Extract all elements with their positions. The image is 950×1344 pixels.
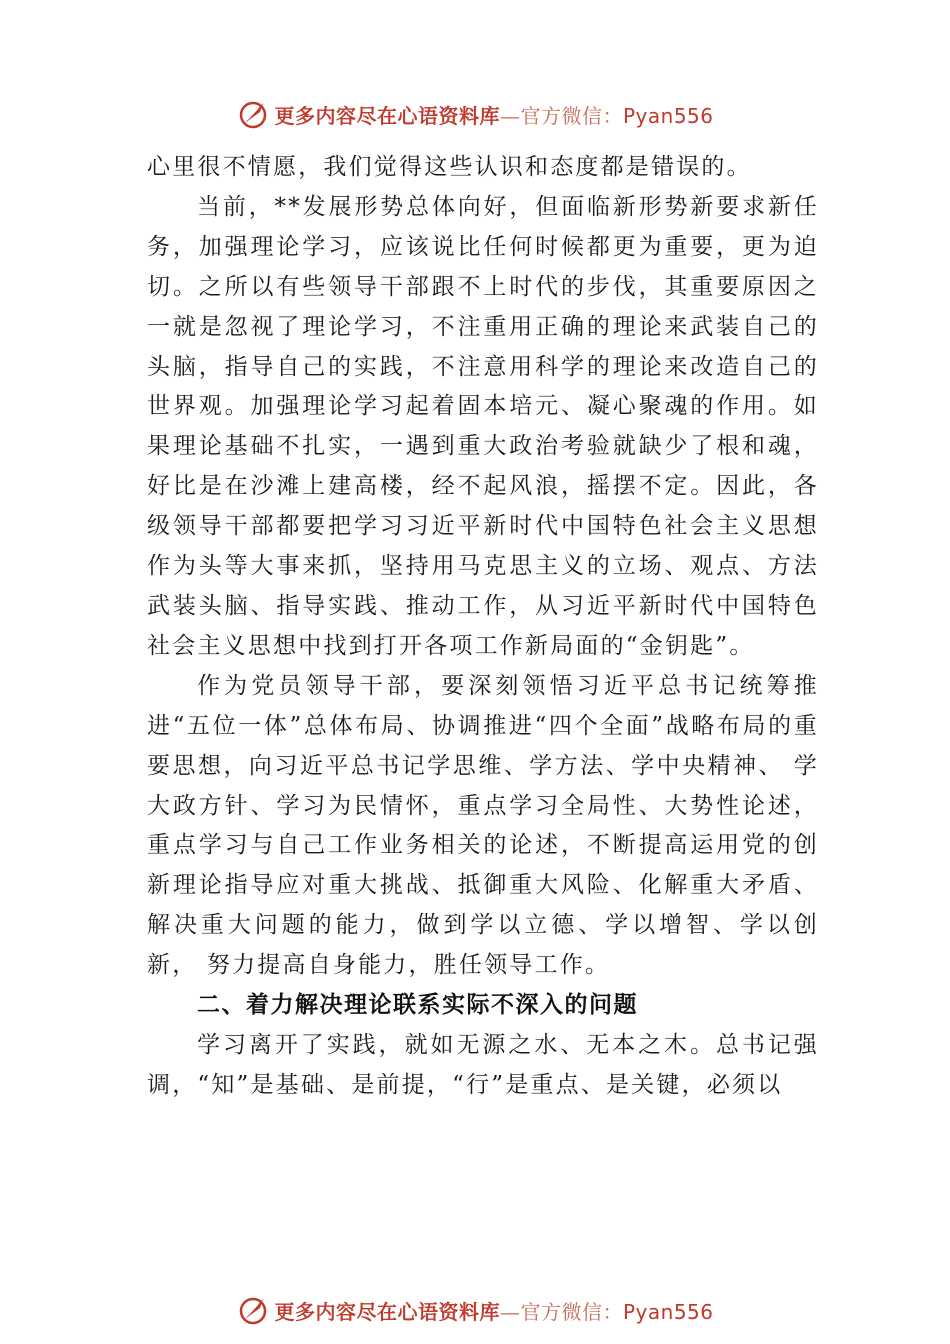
paragraph-1: 心里很不情愿，我们觉得这些认识和态度都是错误的。	[147, 154, 752, 180]
watermark-main-text: 更多内容尽在心语资料库	[274, 1299, 500, 1324]
quill-logo-icon	[236, 1293, 270, 1327]
watermark-main-text: 更多内容尽在心语资料库	[274, 103, 500, 128]
section-heading: 二、着力解决理论联系实际不深入的问题	[197, 992, 638, 1019]
watermark-dash: —	[499, 103, 521, 128]
document-body	[147, 148, 819, 1106]
watermark-wechat-label: 官方微信：	[520, 1299, 623, 1324]
watermark-wechat-id: Pyan556	[622, 103, 714, 128]
paragraph-2: 当前，**发展形势总体向好，但面临新形势新要求新任务，加强理论学习，应该说比任何时候都更为重要，更为迫切。之所以有些领导干部跟不上时代的步伐，其重要原因之一就是忽视了理论学习，不注重用正确的理论来武装自己的头脑，指导自己的实践，不注意用科学的理论来改造自己的世界观。加强理论学习起着固本培元、凝心聚魂的作用。如果理论基础不扎实，一遇到重大政治考验就缺少了根和魂， 好比是在沙滩上建高楼，经不起风浪，摇摆不定。因此，各级领导干部都要把学习习近平新时代中国特色社会主义思想作为头等大事来抓，坚持用马克思主义的立场、观点、方法武装头脑、指导实践、推动工作，从习近平新时代中国特色社会主义思想中找到打开各项工作新局面的“金钥匙”。	[147, 193, 819, 659]
quill-logo-icon	[236, 97, 270, 131]
footer-watermark	[0, 1290, 950, 1330]
watermark-wechat-id: Pyan556	[622, 1299, 714, 1324]
header-watermark	[0, 94, 950, 134]
watermark-wechat-label: 官方微信：	[520, 103, 623, 128]
watermark-dash: —	[499, 1299, 521, 1324]
paragraph-4: 学习离开了实践，就如无源之水、无本之木。总书记强调，“知”是基础、是前提，“行”是重点、是关键，必须以	[147, 1031, 819, 1098]
paragraph-3: 作为党员领导干部，要深刻领悟习近平总书记统筹推进“五位一体”总体布局、协调推进“四个全面”战略布局的重要思想，向习近平总书记学思维、学方法、学中央精神、 学大政方针、学习为民情怀，重点学习全局性、大势性论述， 重点学习与自己工作业务相关的论述，不断提高运用党的创新理论指导应对重大挑战、抵御重大风险、化解重大矛盾、 解决重大问题的能力，做到学以立德、学以增智、学以创新， 努力提高自身能力，胜任领导工作。	[147, 672, 819, 979]
